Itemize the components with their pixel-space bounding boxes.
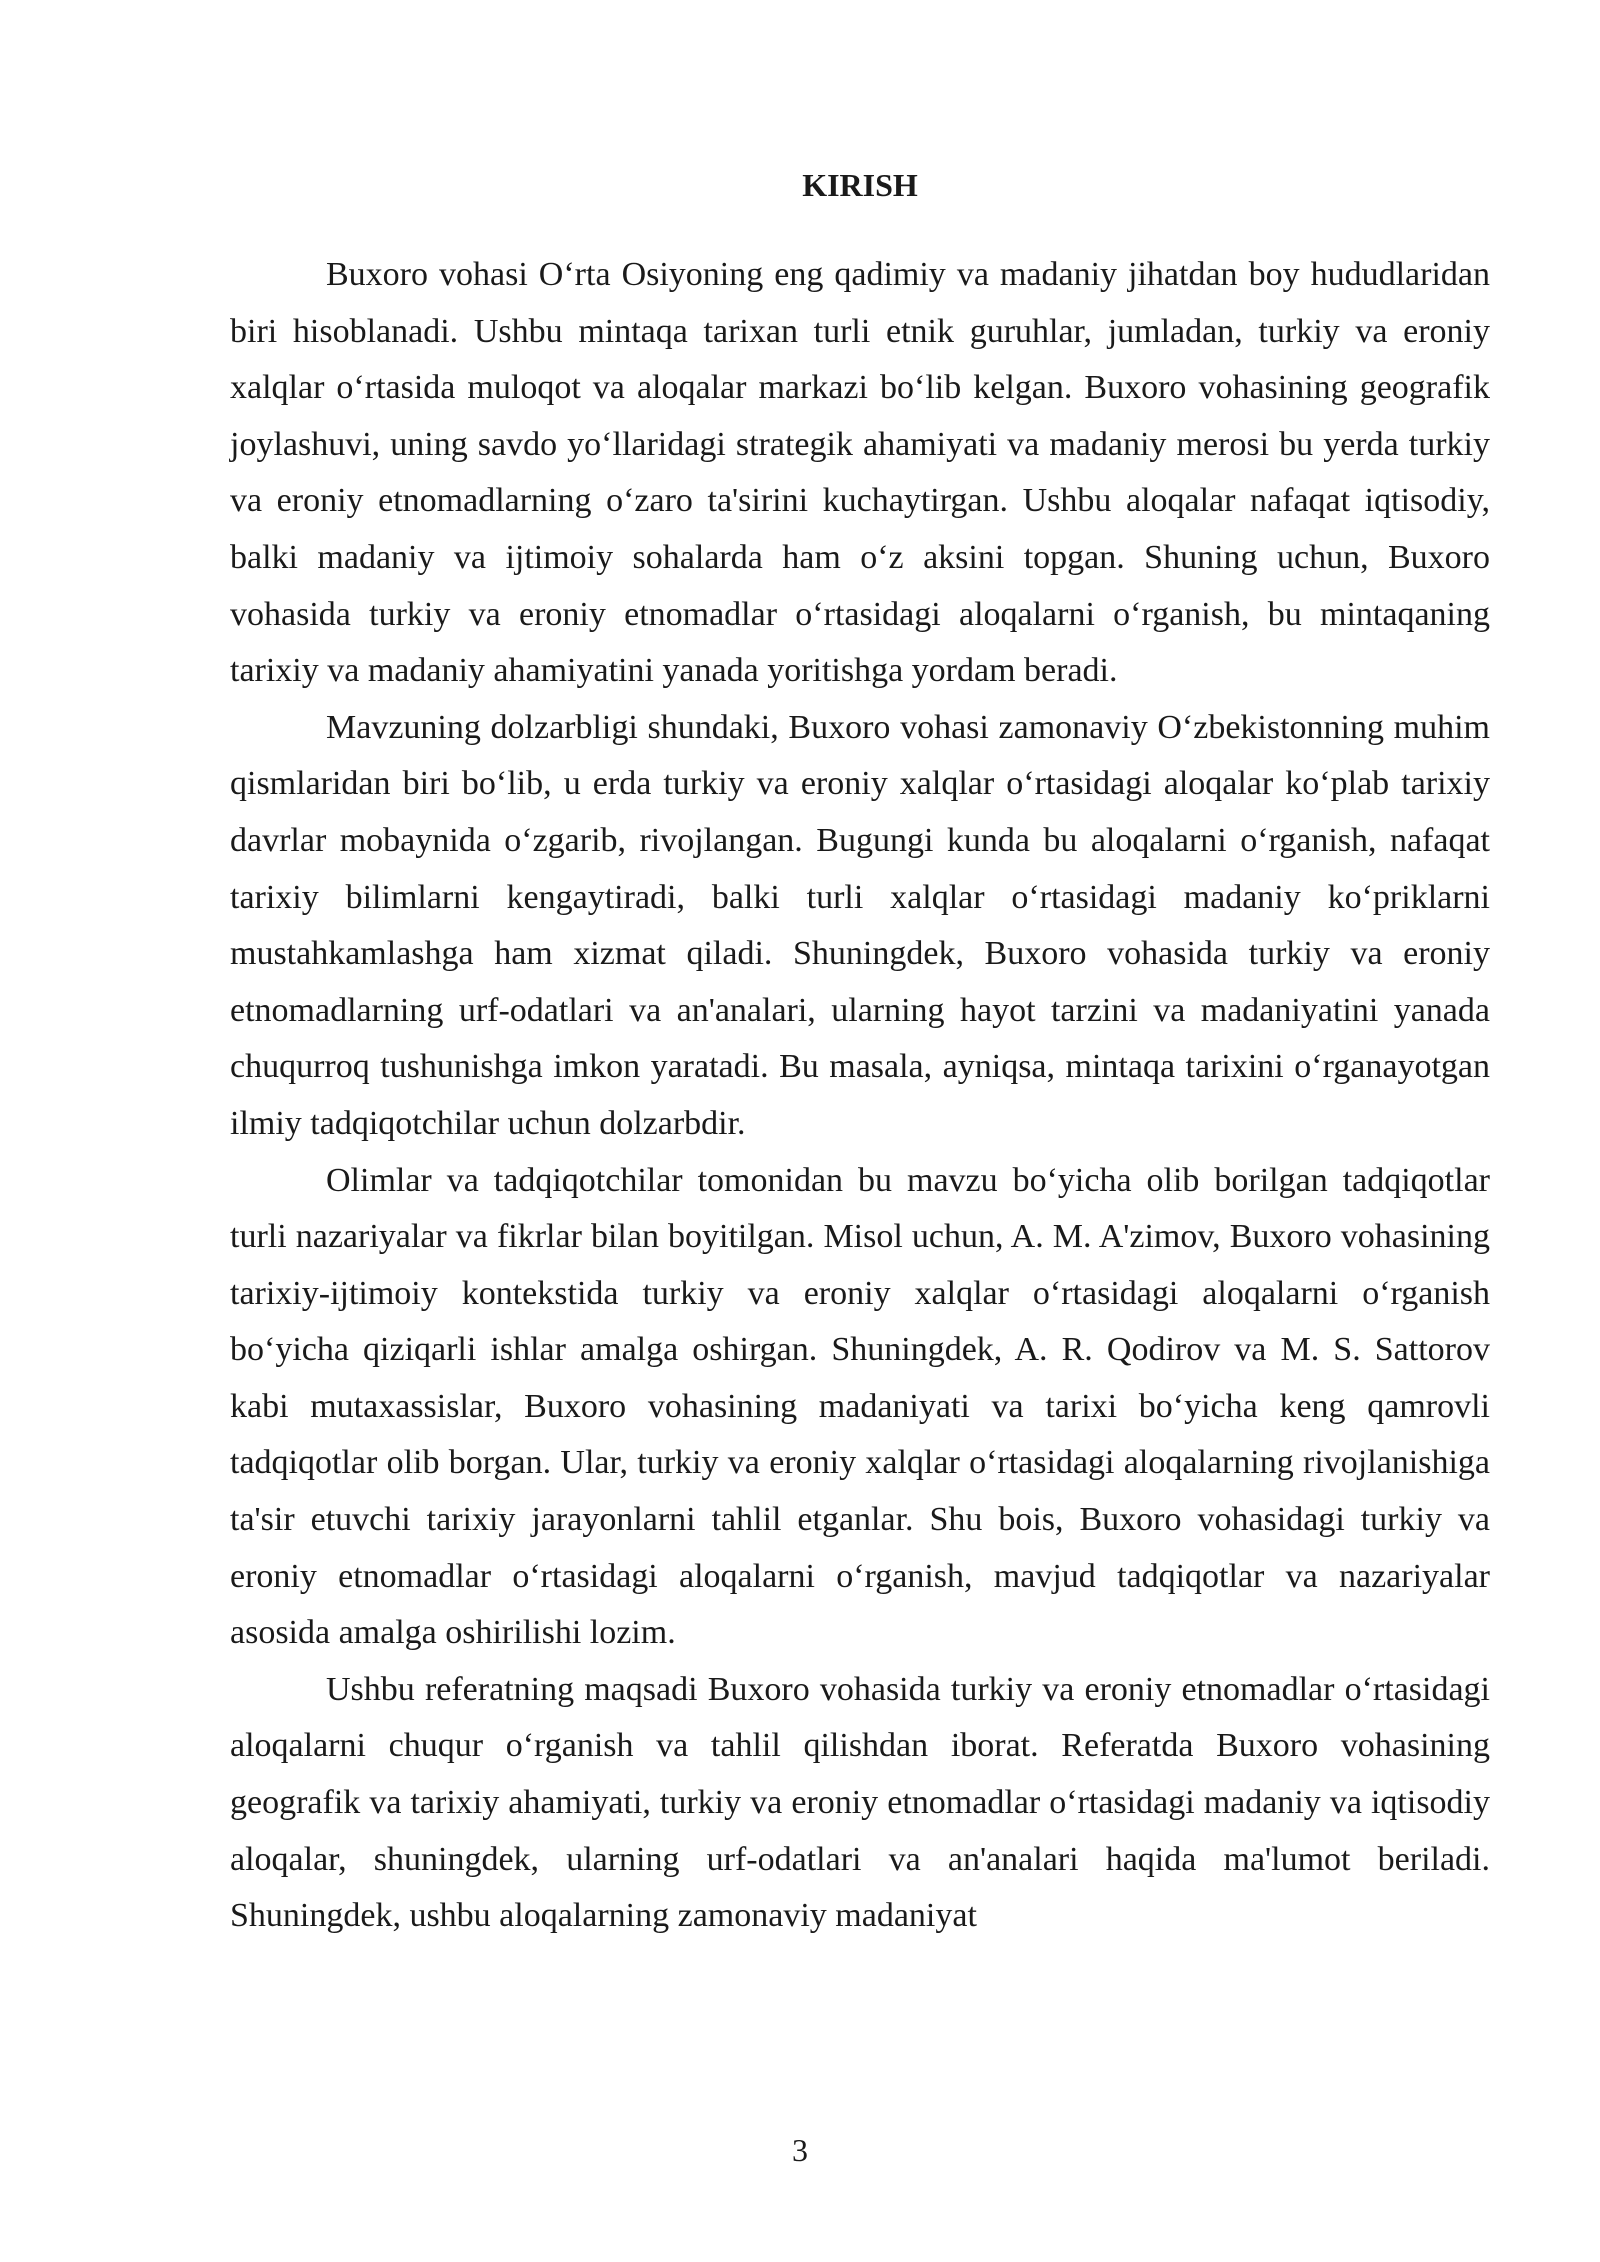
paragraph-1: Buxoro vohasi O‘rta Osiyoning eng qadimiy va madaniy jihatdan boy hududlaridan biri hisoblanadi. Ushbu mintaqa tarixan turli etnik guruhlar, jumladan, turkiy va eroniy xalqlar o‘rtasida muloqot va aloqalar markazi bo‘lib kelgan. Buxoro vohasining geografik joylashuvi, uning savdo yo‘llaridagi strategik ahamiyati va madaniy merosi bu yerda turkiy va eroniy etnomadlarning o‘zaro ta'sirini kuchaytirgan. Ushbu aloqalar nafaqat iqtisodiy, balki madaniy va ijtimoiy sohalarda ham o‘z aksini topgan. Shuning uchun, Buxoro vohasida turkiy va eroniy etnomadlar o‘rtasidagi aloqalarni o‘rganish, bu mintaqaning tarixiy va madaniy ahamiyatini yanada yoritishga yordam beradi. [230, 256, 1490, 690]
paragraph-2: Mavzuning dolzarbligi shundaki, Buxoro vohasi zamonaviy O‘zbekistonning muhim qismlaridan biri bo‘lib, u erda turkiy va eroniy xalqlar o‘rtasidagi aloqalar ko‘plab tarixiy davrlar mobaynida o‘zgarib, rivojlangan. Bugungi kunda bu aloqalarni o‘rganish, nafaqat tarixiy bilimlarni kengaytiradi, balki turli xalqlar o‘rtasidagi madaniy ko‘priklarni mustahkamlashga ham xizmat qiladi. Shuningdek, Buxoro vohasida turkiy va eroniy etnomadlarning urf-odatlari va an'analari, ularning hayot tarzini va madaniyatini yanada chuqurroq tushunishga imkon yaratadi. Bu masala, ayniqsa, mintaqa tarixini o‘rganayotgan ilmiy tadqiqotchilar uchun dolzarbdir. [230, 708, 1490, 1142]
body-text [230, 247, 1490, 1945]
paragraph-4: Ushbu referatning maqsadi Buxoro vohasida turkiy va eroniy etnomadlar o‘rtasidagi aloqalarni chuqur o‘rganish va tahlil qilishdan iborat. Referatda Buxoro vohasining geografik va tarixiy ahamiyati, turkiy va eroniy etnomadlar o‘rtasidagi madaniy va iqtisodiy aloqalar, shuningdek, ularning urf-odatlari va an'analari haqida ma'lumot beriladi. Shuningdek, ushbu aloqalarning zamonaviy madaniyat [230, 1670, 1490, 1935]
section-title: KIRISH [802, 167, 918, 203]
page-number: 3 [792, 2132, 808, 2168]
paragraph-3: Olimlar va tadqiqotchilar tomonidan bu mavzu bo‘yicha olib borilgan tadqiqotlar turli nazariyalar va fikrlar bilan boyitilgan. Misol uchun, A. M. A'zimov, Buxoro vohasining tarixiy-ijtimoiy kontekstida turkiy va eroniy xalqlar o‘rtasidagi aloqalarni o‘rganish bo‘yicha qiziqarli ishlar amalga oshirgan. Shuningdek, A. R. Qodirov va M. S. Sattorov kabi mutaxassislar, Buxoro vohasining madaniyati va tarixi bo‘yicha keng qamrovli tadqiqotlar olib borgan. Ular, turkiy va eroniy xalqlar o‘rtasidagi aloqalarning rivojlanishiga ta'sir etuvchi tarixiy jarayonlarni tahlil etganlar. Shu bois, Buxoro vohasidagi turkiy va eroniy etnomadlar o‘rtasidagi aloqalarni o‘rganish, mavjud tadqiqotlar va nazariyalar asosida amalga oshirilishi lozim. [230, 1161, 1490, 1652]
